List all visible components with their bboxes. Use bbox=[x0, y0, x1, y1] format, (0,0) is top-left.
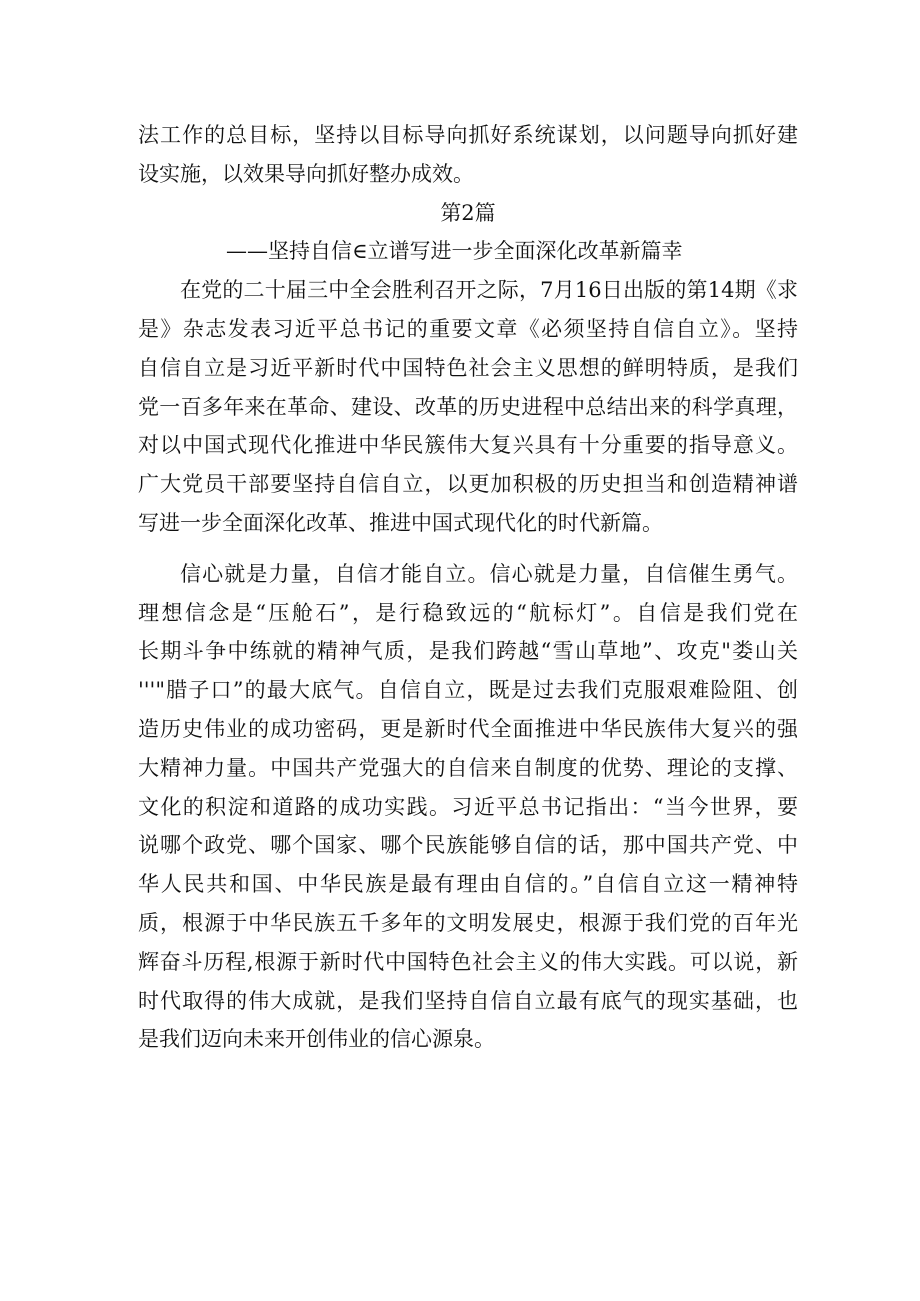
text-line: 是我们迈向未来开创伟业的信心源泉。 bbox=[138, 1027, 495, 1052]
text-line: 长期斗争中练就的精神气质，是我们跨越“雪山草地”、攻克"娄山关 bbox=[138, 639, 798, 664]
text-line: 大精神力量。中国共产党强大的自信来自制度的优势、理论的支撑、 bbox=[138, 755, 798, 780]
text-line: 法工作的总目标，坚持以目标导向抓好系统谋划，以问题导向抓好建 bbox=[138, 123, 798, 147]
text-line: 文化的积淀和道路的成功实践。习近平总书记指出：“当今世界，要 bbox=[138, 794, 798, 819]
text-line: 辉奋斗历程,根源于新时代中国特色社会主义的伟大实践。可以说，新 bbox=[138, 949, 798, 974]
text-line: 对以中国式现代化推进中华民簇伟大复兴具有十分重要的指导意义。 bbox=[138, 433, 798, 458]
text-line: 党一百多年来在革命、建设、改革的历史进程中总结出来的科学真理， bbox=[138, 394, 798, 419]
text-line: 设实施，以效果导向抓好整办成效。 bbox=[138, 161, 474, 186]
intro-paragraph bbox=[138, 116, 798, 194]
text-line: 理想信念是“压舱石”，是行稳致远的“航标灯”。自信是我们党在 bbox=[138, 600, 798, 625]
paragraph-1 bbox=[138, 271, 798, 543]
text-line: 写进一步全面深化改革、推进中国式现代化的时代新篇。 bbox=[138, 510, 663, 535]
paragraph-2 bbox=[138, 555, 798, 1059]
text-line: 在党的二十届三中全会胜利召开之际，7月16日出版的第14期《求 bbox=[180, 278, 798, 303]
section-title: 第2篇 bbox=[440, 200, 496, 225]
text-line: 造历史伟业的成功密码，更是新时代全面推进中华民族伟大复兴的强 bbox=[138, 716, 798, 741]
paragraph-gap bbox=[138, 543, 798, 555]
text-line: 自信自立是习近平新时代中国特色社会主义思想的鲜明特质，是我们 bbox=[138, 355, 798, 380]
text-line: 说哪个政党、哪个国家、哪个民族能够自信的话，那中国共产党、中 bbox=[138, 833, 798, 858]
text-line: 质，根源于中华民族五千多年的文明发展史，根源于我们党的百年光 bbox=[138, 910, 798, 935]
text-line: 华人民共和国、中华民族是最有理由自信的。”自信自立这一精神特 bbox=[138, 872, 798, 897]
text-line: 广大党员干部要坚持自信自立，以更加积极的历史担当和创造精神谱 bbox=[138, 472, 798, 497]
text-line: '''"腊子口”的最大底气。自信自立，既是过去我们克服艰难险阻、创 bbox=[138, 678, 798, 703]
text-line: 时代取得的伟大成就，是我们坚持自信自立最有底气的现实基础，也 bbox=[138, 988, 798, 1013]
document-body bbox=[138, 116, 798, 1059]
section-subtitle: ——坚持自信∈立谱写进一步全面深化改革新篇幸 bbox=[226, 239, 683, 264]
text-line: 是》杂志发表习近平总书记的重要文章《必须坚持自信自立》。坚持 bbox=[138, 316, 798, 341]
text-line: 信心就是力量，自信才能自立。信心就是力量，自信催生勇气。 bbox=[180, 561, 798, 586]
